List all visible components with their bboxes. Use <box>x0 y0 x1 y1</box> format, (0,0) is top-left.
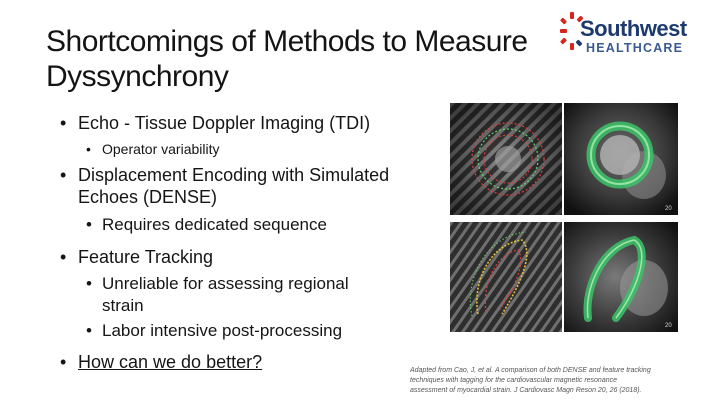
mri-panel-dense-long-axis <box>564 222 678 332</box>
logo-subtitle: HEALTHCARE <box>586 41 684 55</box>
mri-panel-dense-short-axis <box>564 103 678 215</box>
bullet-dot: • <box>86 274 92 293</box>
title-line-2: Dyssynchrony <box>46 60 229 93</box>
bullet-dot: • <box>86 141 91 157</box>
panel-frame-label: 20 <box>665 206 672 212</box>
logo-wordmark: Southwest <box>580 16 687 41</box>
bullet-dot: • <box>60 247 67 267</box>
bullet-text-line-1: Displacement Encoding with Simulated <box>78 165 390 185</box>
slide-title <box>46 24 546 94</box>
bullet-text-line-2: Echoes (DENSE) <box>78 187 218 207</box>
sub-bullet-text-line-1: Unreliable for assessing regional <box>102 274 349 293</box>
mri-panel-tagging-short-axis <box>450 103 562 215</box>
citation-line-1: Adapted from Cao, J, et al. A comparison of both DENSE and feature tracking <box>410 367 651 374</box>
bullet-dot: • <box>86 215 92 234</box>
citation-line-3: assessment of myocardial strain. J Cardiovasc Magn Reson 20, 26 (2018). <box>410 387 642 394</box>
how-can-we-do-better-link[interactable]: How can we do better? <box>78 352 263 372</box>
sub-bullet-text: Labor intensive post-processing <box>102 321 343 340</box>
bullet-dot: • <box>60 165 67 185</box>
sub-bullet-text: Requires dedicated sequence <box>102 215 327 234</box>
mri-figure-grid <box>450 103 706 335</box>
bullet-dot: • <box>60 352 67 372</box>
bullet-text: Echo - Tissue Doppler Imaging (TDI) <box>78 113 371 133</box>
southwest-healthcare-logo <box>558 8 708 60</box>
figure-citation <box>410 366 710 396</box>
citation-line-2: techniques with tagging for the cardiovascular magnetic resonance <box>410 377 618 384</box>
sub-bullet-text-line-2: strain <box>102 296 144 315</box>
bullet-dot: • <box>86 321 92 340</box>
bullet-dot: • <box>60 113 67 133</box>
mri-panel-tagging-long-axis <box>450 222 562 332</box>
bullet-text: Feature Tracking <box>78 247 214 267</box>
sub-bullet-text: Operator variability <box>102 141 220 157</box>
panel-frame-label: 20 <box>665 323 672 329</box>
title-line-1: Shortcomings of Methods to Measure <box>46 25 528 58</box>
